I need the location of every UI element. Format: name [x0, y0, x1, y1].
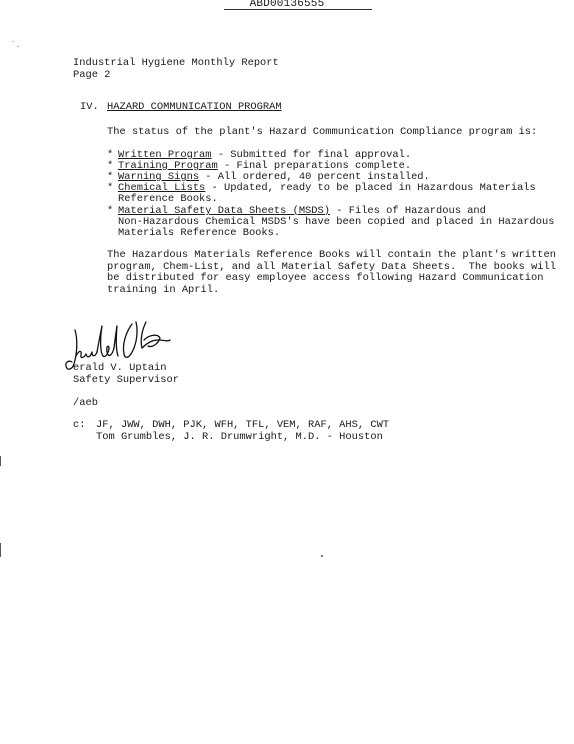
bullet-text: - Updated, ready to be placed in Hazardous Materials [205, 182, 536, 194]
bullet-term: Chemical Lists [118, 182, 206, 194]
bullet-star: * [107, 182, 114, 194]
report-title: Industrial Hygiene Monthly Report [73, 57, 279, 69]
scan-speck: `. [11, 41, 21, 50]
scan-edge-mark [0, 456, 1, 466]
page-label: Page 2 [73, 69, 111, 81]
bullet-text: - Final preparations complete. [217, 160, 412, 172]
bullet-continuation: Materials Reference Books. [118, 227, 281, 239]
body-paragraph-line: training in April. [107, 284, 220, 296]
cc-recipients: JF, JWW, DWH, PJK, WFH, TFL, VEM, RAF, AHS, CWT [96, 419, 390, 431]
intro-text: The status of the plant's Hazard Communication Compliance program is: [107, 126, 538, 138]
body-paragraph-line: program, Chem-List, and all Material Safety Data Sheets. The books will [107, 261, 556, 273]
bullet-star: * [107, 171, 114, 183]
bullet-term: Training Program [118, 160, 218, 172]
cc-label: c: [73, 419, 86, 431]
bullet-continuation: Reference Books. [118, 193, 218, 205]
scan-edge-mark [0, 543, 1, 557]
bullet-term: Warning Signs [118, 171, 200, 183]
signer-title: Safety Supervisor [73, 374, 180, 386]
scan-speck [321, 555, 323, 557]
section-title: HAZARD COMMUNICATION PROGRAM [107, 101, 282, 113]
bullet-text: - All ordered, 40 percent installed. [199, 171, 430, 183]
section-number: IV. [80, 101, 99, 113]
body-paragraph-line: The Hazardous Materials Reference Books will contain the plant's written [107, 249, 556, 261]
body-paragraph-line: be distributed for easy employee access following Hazard Communication [107, 272, 544, 284]
bullet-term: Written Program [118, 149, 212, 161]
bullet-star: * [107, 205, 114, 217]
bullet-continuation: Non-Hazardous Chemical MSDS's have been copied and placed in Hazardous [118, 216, 555, 228]
cc-recipients-continued: Tom Grumbles, J. R. Drumwright, M.D. - Houston [96, 431, 383, 443]
document-id: ABD00136555 [249, 0, 325, 10]
bullet-text: - Submitted for final approval. [211, 149, 412, 161]
bullet-term: Material Safety Data Sheets (MSDS) [118, 205, 331, 217]
bullet-star: * [107, 160, 114, 172]
bullet-text: - Files of Hazardous and [330, 205, 486, 217]
bullet-star: * [107, 149, 114, 161]
typist-initials: /aeb [73, 397, 98, 409]
signer-name: erald V. Uptain [73, 362, 167, 374]
